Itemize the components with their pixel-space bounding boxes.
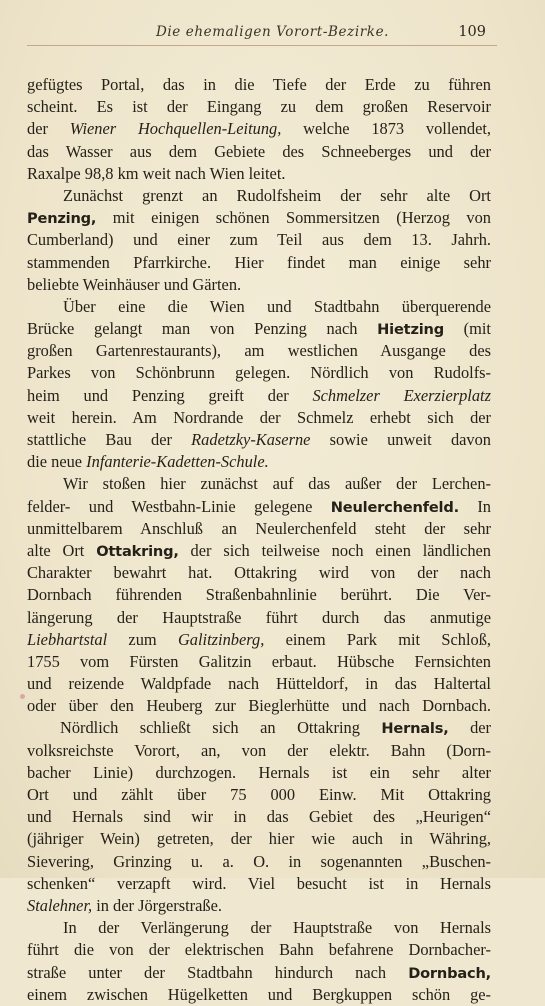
text-line: Zunächst grenzt an Rudolfsheim der sehr alte Ort bbox=[63, 185, 491, 205]
text-line: straße unter der Stadtbahn hindurch nach Dornbach, bbox=[27, 962, 491, 982]
page-header bbox=[0, 24, 545, 46]
text-line: weit herein. Am Nordrande der Schmelz erhebt sich der bbox=[27, 407, 491, 427]
text-line: Wir stoßen hier zunächst auf das außer der Lerchen- bbox=[63, 474, 491, 494]
text-line: führt die von der elektrischen Bahn befahrene Dornbacher- bbox=[27, 940, 491, 960]
text-line: gefügtes Portal, das in die Tiefe der Erde zu führen bbox=[27, 75, 491, 94]
text-line: Nördlich schließt sich an Ottakring Hernals, der bbox=[60, 718, 491, 738]
page-number: 109 bbox=[458, 24, 486, 40]
text-line: Brücke gelangt man von Penzing nach Hietzing (mit bbox=[27, 319, 491, 339]
text-line: Liebhartstal zum Galitzinberg, einem Park mit Schloß, bbox=[27, 629, 491, 649]
text-line: 1755 vom Fürsten Galitzin erbaut. Hübsche Fernsichten bbox=[27, 651, 491, 671]
header-rule bbox=[27, 45, 497, 46]
text-line: stammenden Pfarrkirche. Hier findet man einige sehr bbox=[27, 252, 491, 272]
text-line: und Hernals sind wir in das Gebiet des „Heurigen“ bbox=[27, 807, 491, 827]
text-line: die neue Infanterie-Kadetten-Schule. bbox=[27, 452, 269, 472]
text-line: Charakter bewahrt hat. Ottakring wird von der nach bbox=[27, 563, 491, 583]
text-line: Stalehner, in der Jörgerstraße. bbox=[27, 895, 222, 915]
text-line: bacher Linie) durchzogen. Hernals ist ein sehr alter bbox=[27, 762, 491, 782]
text-line: großen Gartenrestaurants), am westlichen Ausgange des bbox=[27, 341, 491, 361]
text-line: (jähriger Wein) getreten, der hier wie auch in Währing, bbox=[27, 829, 491, 849]
text-line: Cumberland) und einer zum Teil aus dem 13. Jahrh. bbox=[27, 230, 491, 250]
text-line: heim und Penzing greift der Schmelzer Exerzierplatz bbox=[27, 385, 491, 405]
text-line: oder über den Heuberg zur Bieglerhütte und nach Dornbach. bbox=[27, 696, 491, 716]
text-line: beliebte Weinhäuser und Gärten. bbox=[27, 274, 242, 294]
text-line: unmittelbarem Anschluß an Neulerchenfeld steht der sehr bbox=[27, 518, 491, 538]
text-line: der Wiener Hochquellen-Leitung, welche 1873 vollendet, bbox=[27, 119, 491, 139]
text-line: Raxalpe 98,8 km weit nach Wien leitet. bbox=[27, 163, 286, 183]
text-line: volksreichste Vorort, an, von der elektr. Bahn (Dorn- bbox=[27, 740, 491, 760]
text-line: Über eine die Wien und Stadtbahn überquerende bbox=[63, 296, 491, 316]
text-line: längerung der Hauptstraße führt durch das anmutige bbox=[27, 607, 491, 627]
text-line: Penzing, mit einigen schönen Sommersitzen (Herzog von bbox=[27, 208, 491, 228]
text-line: felder- und Westbahn-Linie gelegene Neulerchenfeld. In bbox=[27, 496, 491, 516]
text-line: Sievering, Grinzing u. a. O. in sogenannten „Buschen- bbox=[27, 851, 491, 871]
text-line: Dornbach führenden Straßenbahnlinie berührt. Die Ver- bbox=[27, 585, 491, 605]
running-title: Die ehemaligen Vorort-Bezirke. bbox=[155, 24, 390, 40]
text-line: scheint. Es ist der Eingang zu dem großen Reservoir bbox=[27, 97, 491, 117]
text-line: stattliche Bau der Radetzky-Kaserne sowie unweit davon bbox=[27, 430, 491, 449]
text-line: Parkes von Schönbrunn gelegen. Nördlich von Rudolfs- bbox=[27, 363, 491, 383]
body-text bbox=[27, 74, 491, 1006]
text-line: und reizende Waldpfade nach Hütteldorf, in das Haltertal bbox=[27, 674, 491, 694]
text-line: einem zwischen Hügelketten und Bergkuppen schön ge- bbox=[27, 984, 491, 1004]
text-line: In der Verlängerung der Hauptstraße von Hernals bbox=[63, 918, 491, 938]
text-line: Ort und zählt über 75 000 Einw. Mit Ottakring bbox=[27, 785, 491, 804]
text-line: alte Ort Ottakring, der sich teilweise noch einen ländlichen bbox=[27, 540, 491, 560]
text-line: das Wasser aus dem Gebiete des Schneeberges und der bbox=[27, 141, 491, 161]
margin-dot-mark bbox=[20, 694, 25, 699]
text-line: schenken“ verzapft wird. Viel besucht ist in Hernals bbox=[27, 873, 491, 893]
